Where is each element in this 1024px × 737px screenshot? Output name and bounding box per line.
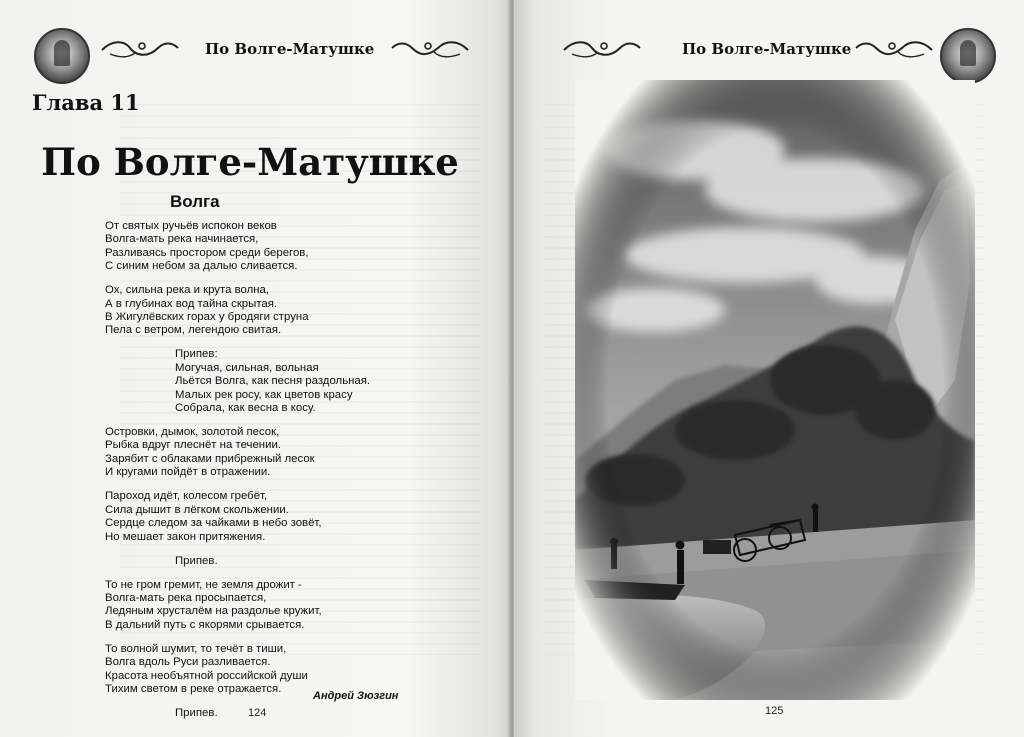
poem-stanza [105, 220, 370, 274]
poem-line: То волной шумит, то течёт в тиши, [105, 642, 287, 655]
poem-line: А в глубинах вод тайна скрытая. [105, 297, 278, 310]
poem-line: Сердце следом за чайками в небо зовёт, [105, 517, 322, 530]
poem-line: Пела с ветром, легендою свитая. [105, 324, 282, 337]
poem-line: Припев: [175, 348, 218, 361]
poem-line: Волга вдоль Руси разливается. [105, 656, 271, 669]
swirl-ornament-icon [562, 36, 642, 62]
poem-line: От святых ручьёв испокон веков [105, 220, 277, 232]
volga-photo [575, 80, 975, 700]
poem-line: Волга-мать река начинается, [105, 233, 259, 246]
chapter-title: По Волге-Матушке [41, 140, 459, 184]
poem-line: Собрала, как весна в косу. [175, 402, 316, 415]
poem-line: Волга-мать река просыпается, [105, 591, 267, 604]
emblem-icon [34, 28, 90, 84]
poem-line: То не гром гремит, не земля дрожит - [105, 578, 302, 591]
poem-refrain [175, 348, 370, 415]
poem-line: Ледяным хрусталём на раздолье кружит, [105, 605, 322, 618]
swirl-ornament-icon [100, 36, 180, 62]
poem-line: В дальний путь с якорями срывается. [105, 618, 305, 631]
poem-title: Волга [170, 192, 220, 211]
poem-line: Красота необъятной российской души [105, 669, 308, 682]
poem-line: С синим небом за далью сливается. [105, 260, 298, 273]
poem-refrain [175, 707, 370, 720]
poem-line: Разливаясь простором среди берегов, [105, 246, 309, 259]
poem-line: Пароход идёт, колесом гребёт, [105, 490, 268, 503]
swirl-ornament-icon [390, 36, 470, 62]
poem-line: Льётся Волга, как песня раздольная. [175, 375, 371, 388]
chapter-label: Глава 11 [32, 90, 140, 115]
poem-line: Припев. [175, 554, 218, 567]
swirl-ornament-icon [854, 36, 934, 62]
poem-refrain [175, 555, 370, 568]
poem-line: Но мешает закон притяжения. [105, 530, 266, 543]
page-number-right: 125 [765, 705, 784, 717]
poem-line: Сила дышит в лёгком скольжении. [105, 503, 289, 516]
poem-line: Островки, дымок, золотой песок, [105, 426, 280, 439]
poem-line: Зарябит с облаками прибрежный лесок [105, 452, 315, 465]
poem-line: Тихим светом в реке отражается. [105, 682, 282, 695]
poem-stanza [105, 426, 370, 480]
page-number-left: 124 [248, 707, 267, 719]
poem-line: Могучая, сильная, вольная [175, 361, 319, 374]
poem-stanza [105, 643, 370, 697]
poem-stanza [105, 284, 370, 338]
poem-line: Рыбка вдруг плеснёт на течении. [105, 439, 281, 452]
poem-stanza [105, 490, 370, 544]
poem-line: Ох, сильна река и крута волна, [105, 284, 270, 297]
poem-line: И кругами пойдёт в отражении. [105, 466, 271, 479]
running-head-right: По Волге-Матушке [682, 40, 852, 58]
poem-stanza [105, 579, 370, 633]
left-page [0, 0, 510, 737]
emblem-icon [940, 28, 996, 84]
poem-author: Андрей Зюзгин [313, 690, 399, 702]
poem-line: Малых рек росу, как цветов красу [175, 388, 353, 401]
poem-body [105, 220, 370, 731]
poem-line: В Жигулёвских горах у бродяги струна [105, 311, 309, 324]
poem-line: Припев. [175, 706, 218, 719]
running-head-left: По Волге-Матушке [205, 40, 375, 58]
